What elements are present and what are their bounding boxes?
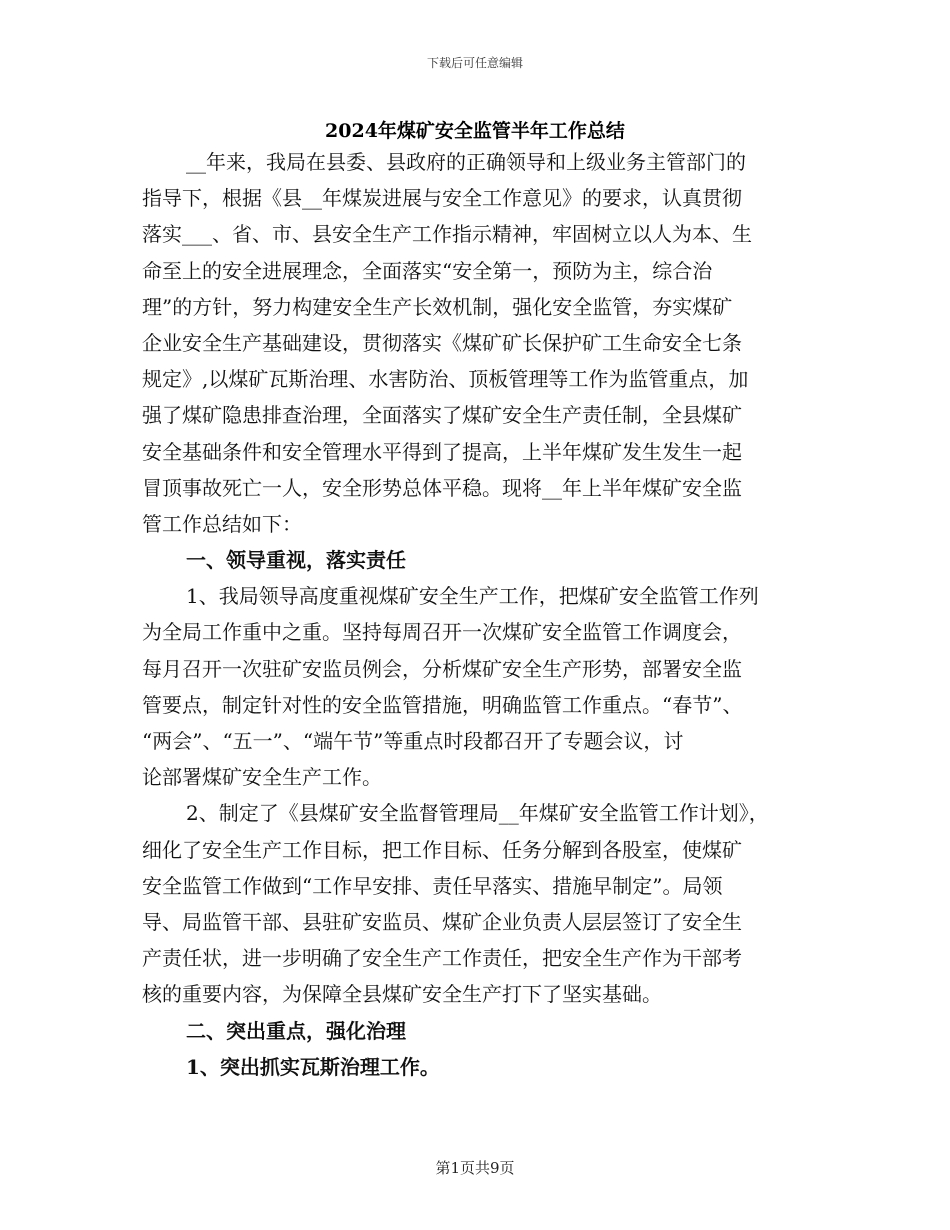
paragraph-line: 2、制定了《县煤矿安全监督管理局__年煤矿安全监管工作计划》， (186, 801, 769, 826)
paragraph-line: 落实___、省、市、县安全生产工作指示精神，牢固树立以人为本、生 (142, 222, 752, 247)
paragraph-line: 安全监管工作做到“工作早安排、责任早落实、措施早制定”。局领 (142, 873, 723, 898)
paragraph-line: 规定》,以煤矿瓦斯治理、水害防治、顶板管理等工作为监管重点，加 (142, 367, 749, 392)
section-heading: 二、突出重点，强化治理 (186, 1018, 406, 1043)
paragraph-line: 企业安全生产基础建设，贯彻落实《煤矿矿长保护矿工生命安全七条 (142, 330, 742, 355)
document-title: 2024年煤矿安全监管半年工作总结 (325, 120, 625, 142)
paragraph-line: __年来，我局在县委、县政府的正确领导和上级业务主管部门的 (186, 150, 746, 174)
document-body (142, 144, 792, 1085)
paragraph-line: 产责任状，进一步明确了安全生产工作责任，把安全生产作为干部考 (142, 946, 742, 971)
paragraph-line: 细化了安全生产工作目标，把工作目标、任务分解到各股室，使煤矿 (142, 837, 742, 862)
paragraph-line: 管工作总结如下： (142, 511, 302, 536)
page-number: 第1页共9页 (435, 1159, 515, 1177)
subsection-heading: 1、突出抓实瓦斯治理工作。 (186, 1054, 440, 1079)
paragraph-line: 导、局监管干部、县驻矿安监员、煤矿企业负责人层层签订了安全生 (142, 909, 742, 934)
header-note: 下载后可任意编辑 (426, 56, 523, 70)
paragraph-line: 冒顶事故死亡一人，安全形势总体平稳。现将__年上半年煤矿安全监 (142, 475, 742, 500)
paragraph-line: 每月召开一次驻矿安监员例会，分析煤矿安全生产形势，部署安全监 (142, 656, 742, 681)
paragraph-line: 强了煤矿隐患排查治理，全面落实了煤矿安全生产责任制，全县煤矿 (142, 403, 742, 428)
paragraph-line: 理”的方针，努力构建安全生产长效机制，强化安全监管，夯实煤矿 (142, 294, 733, 319)
paragraph-line: 1、我局领导高度重视煤矿安全生产工作，把煤矿安全监管工作列 (186, 584, 759, 609)
paragraph-line: 核的重要内容，为保障全县煤矿安全生产打下了坚实基础。 (142, 982, 662, 1007)
paragraph-line: 命至上的安全进展理念，全面落实“安全第一，预防为主，综合治 (142, 258, 713, 283)
paragraph-line: 安全基础条件和安全管理水平得到了提高，上半年煤矿发生发生一起 (142, 439, 742, 464)
paragraph-line: 管要点，制定针对性的安全监管措施，明确监管工作重点。“春节”、 (142, 692, 743, 717)
section-heading: 一、领导重视，落实责任 (186, 548, 406, 573)
paragraph-line: 指导下，根据《县__年煤炭进展与安全工作意见》的要求，认真贯彻 (142, 186, 742, 211)
paragraph-line: “两会”、“五一”、“端午节”等重点时段都召开了专题会议，讨 (142, 729, 684, 753)
paragraph-line: 为全局工作重中之重。坚持每周召开一次煤矿安全监管工作调度会， (142, 620, 742, 645)
paragraph-line: 论部署煤矿安全生产工作。 (142, 765, 382, 790)
